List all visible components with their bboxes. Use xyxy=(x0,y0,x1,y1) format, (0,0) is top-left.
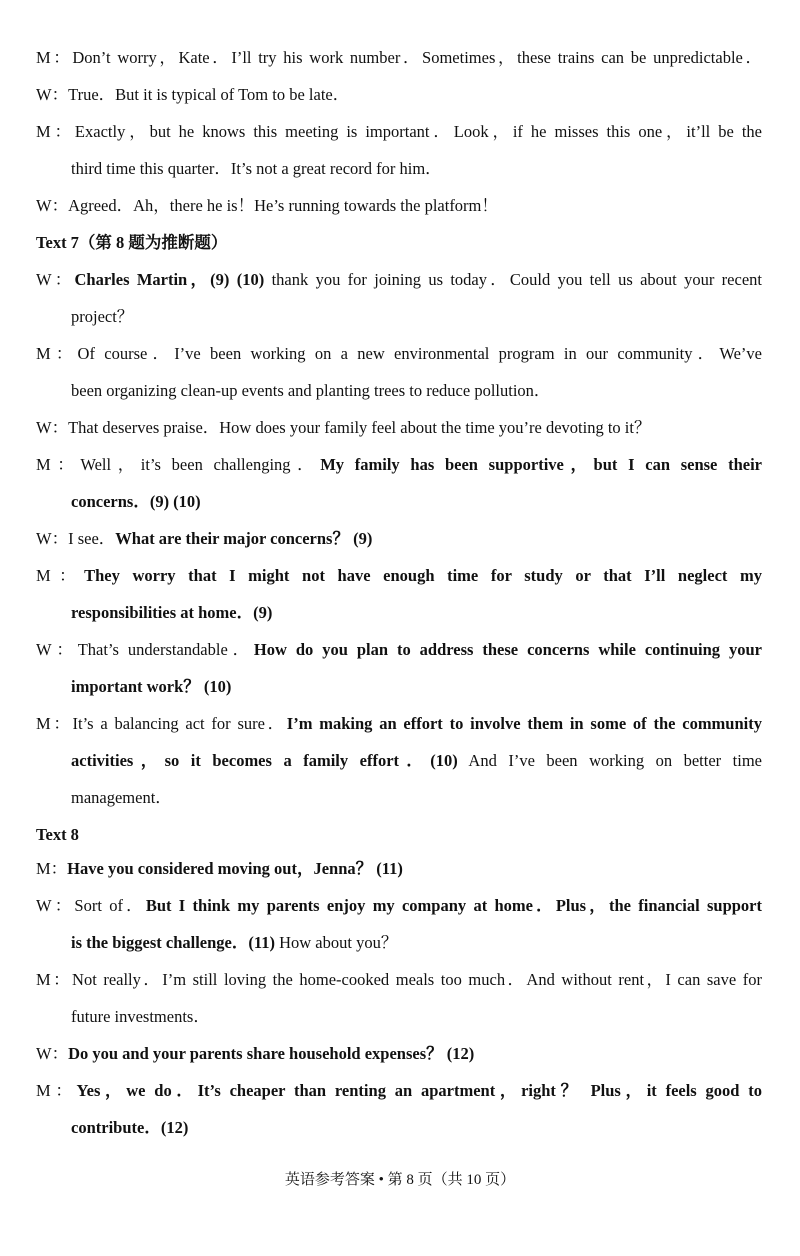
dialogue-line-m xyxy=(36,1081,762,1101)
line-text: M：Don’t worry，Kate．I’ll try his work number．Sometimes，these trains can be unpredictable． xyxy=(36,48,762,67)
bold-answer: But I think my parents enjoy my company at home．Plus，the financial support xyxy=(145,896,762,915)
line-text: M：Of course．I’ve been working on a new environmental program in our community．We’ve xyxy=(36,344,762,363)
bold-answer: contribute．(12) xyxy=(71,1118,189,1137)
line-text: How about you？ xyxy=(274,933,398,952)
dialogue-line-w xyxy=(36,85,762,105)
line-text: M：Well，it’s been challenging． xyxy=(36,455,321,474)
line-text: been organizing clean-up events and planting trees to reduce pollution． xyxy=(71,381,551,400)
dialogue-line-m xyxy=(36,566,762,586)
bold-answer: concerns．(9) (10) xyxy=(71,492,201,511)
dialogue-line-m xyxy=(36,48,762,68)
dialogue-line-w xyxy=(36,529,762,549)
dialogue-line-m xyxy=(36,455,762,475)
line-text: future investments． xyxy=(71,1007,210,1026)
line-text: W：Sort of． xyxy=(36,896,146,915)
line-text: M：It’s a balancing act for sure． xyxy=(36,714,287,733)
bold-answer: They worry that I might not have enough time for study or that I’ll neglect my xyxy=(84,566,762,585)
bold-answer: activities，so it becomes a family effort．(10) xyxy=(71,751,458,770)
bold-answer: I’m making an effort to involve them in some of the community xyxy=(286,714,762,733)
line-text: W：I see． xyxy=(36,529,116,548)
speaker-label: M： xyxy=(36,1081,77,1100)
dialogue-line-w xyxy=(36,418,762,438)
dialogue-continuation xyxy=(71,933,762,953)
heading-text: Text 7（第 8 题为推断题） xyxy=(36,233,228,252)
section-heading-text-7 xyxy=(36,233,762,253)
line-text: W：Agreed．Ah，there he is！He’s running towards the platform！ xyxy=(36,196,498,215)
bold-answer: is the biggest challenge．(11) xyxy=(71,933,275,952)
line-text: W：True．But it is typical of Tom to be late． xyxy=(36,85,350,104)
line-text: M：Not really．I’m still loving the home-cooked meals too much．And without rent，I can save for xyxy=(36,970,762,989)
speaker-label: W： xyxy=(36,270,75,289)
bold-answer: important work？ (10) xyxy=(71,677,232,696)
bold-answer: How do you plan to address these concerns while continuing your xyxy=(253,640,762,659)
speaker-label: W： xyxy=(36,1044,69,1063)
bold-answer: What are their major concerns？ (9) xyxy=(115,529,373,548)
dialogue-line-m xyxy=(36,122,762,142)
dialogue-continuation xyxy=(71,751,762,771)
dialogue-line-m xyxy=(36,970,762,990)
speaker-label: M： xyxy=(36,859,68,878)
dialogue-line-w xyxy=(36,896,762,916)
section-heading-text-8 xyxy=(36,825,762,845)
speaker-label: M： xyxy=(36,566,85,585)
dialogue-continuation xyxy=(71,307,762,327)
line-text: W：That deserves praise．How does your family feel about the time you’re devoting to it？ xyxy=(36,418,651,437)
bold-answer: Have you considered moving out，Jenna？ (11) xyxy=(67,859,403,878)
line-text: And I’ve been working on better time xyxy=(457,751,762,770)
line-text: thank you for joining us today．Could you tell us about your recent xyxy=(264,270,762,289)
line-text: third time this quarter．It’s not a great record for him． xyxy=(71,159,442,178)
dialogue-continuation xyxy=(71,1118,762,1138)
line-text: M：Exactly，but he knows this meeting is important．Look，if he misses this one，it’ll be the xyxy=(36,122,762,141)
dialogue-continuation xyxy=(71,677,762,697)
bold-answer: responsibilities at home．(9) xyxy=(71,603,273,622)
dialogue-line-w xyxy=(36,196,762,216)
dialogue-line-w xyxy=(36,640,762,660)
dialogue-line-w xyxy=(36,1044,762,1064)
dialogue-continuation xyxy=(71,492,762,512)
bold-answer: Charles Martin，(9) (10) xyxy=(74,270,265,289)
heading-text: Text 8 xyxy=(36,825,79,844)
bold-answer: My family has been supportive，but I can sense their xyxy=(320,455,762,474)
dialogue-continuation xyxy=(71,381,762,401)
dialogue-continuation xyxy=(71,603,762,623)
line-text: management． xyxy=(71,788,172,807)
bold-answer: Do you and your parents share household expenses？ (12) xyxy=(68,1044,475,1063)
page-footer: 英语参考答案 • 第 8 页（共 10 页） xyxy=(284,1172,516,1188)
line-text: W：That’s understandable． xyxy=(36,640,254,659)
dialogue-line-m xyxy=(36,344,762,364)
dialogue-line-m xyxy=(36,714,762,734)
dialogue-continuation xyxy=(71,159,762,179)
bold-answer: Yes，we do．It’s cheaper than renting an apartment，right？ Plus，it feels good to xyxy=(76,1081,763,1100)
dialogue-continuation xyxy=(71,788,762,808)
dialogue-line-w xyxy=(36,270,762,290)
dialogue-continuation xyxy=(71,1007,762,1027)
dialogue-line-m xyxy=(36,859,762,879)
line-text: project？ xyxy=(71,307,134,326)
